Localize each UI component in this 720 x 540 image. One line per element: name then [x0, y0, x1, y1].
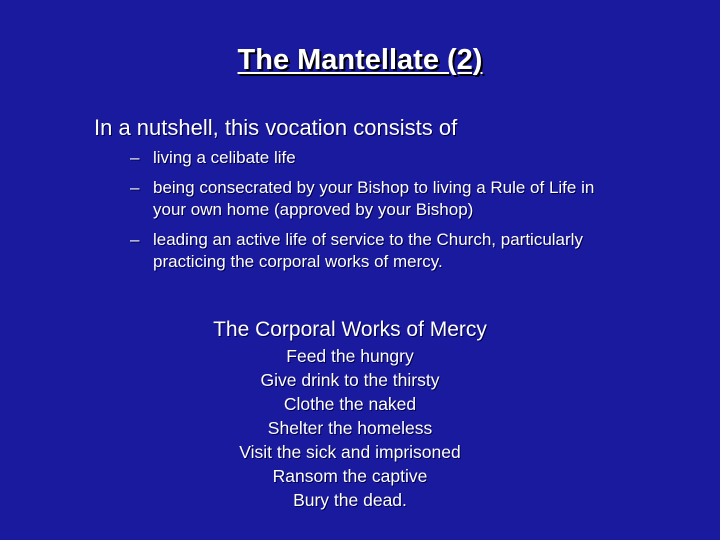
intro-text: In a nutshell, this vocation consists of	[94, 115, 458, 140]
work-item: Feed the hungry	[286, 346, 414, 366]
work-item: Clothe the naked	[283, 394, 417, 414]
bullet-item	[130, 177, 630, 221]
bullet-item	[130, 147, 630, 169]
bullet-list	[130, 147, 630, 281]
work-item: Bury the dead.	[293, 490, 407, 510]
work-item: Ransom the captive	[272, 466, 428, 486]
corporal-works-title: The Corporal Works of Mercy	[213, 318, 487, 341]
bullet-dash: –	[130, 230, 140, 249]
bullet-item	[130, 229, 630, 273]
bullet-dash: –	[130, 178, 140, 197]
bullet-dash: –	[130, 148, 140, 167]
bullet-text: living a celibate life	[153, 148, 296, 167]
work-item: Give drink to the thirsty	[260, 370, 440, 390]
corporal-works-list	[150, 344, 550, 512]
work-item: Shelter the homeless	[267, 418, 433, 438]
slide-title: The Mantellate (2)	[237, 44, 483, 76]
bullet-text: leading an active life of service to the Church, particularly practicing the corporal works of mercy.	[153, 230, 583, 271]
work-item: Visit the sick and imprisoned	[239, 442, 461, 462]
corporal-works-section	[150, 315, 550, 512]
bullet-text: being consecrated by your Bishop to living a Rule of Life in your own home (approved by your Bishop)	[153, 178, 595, 219]
